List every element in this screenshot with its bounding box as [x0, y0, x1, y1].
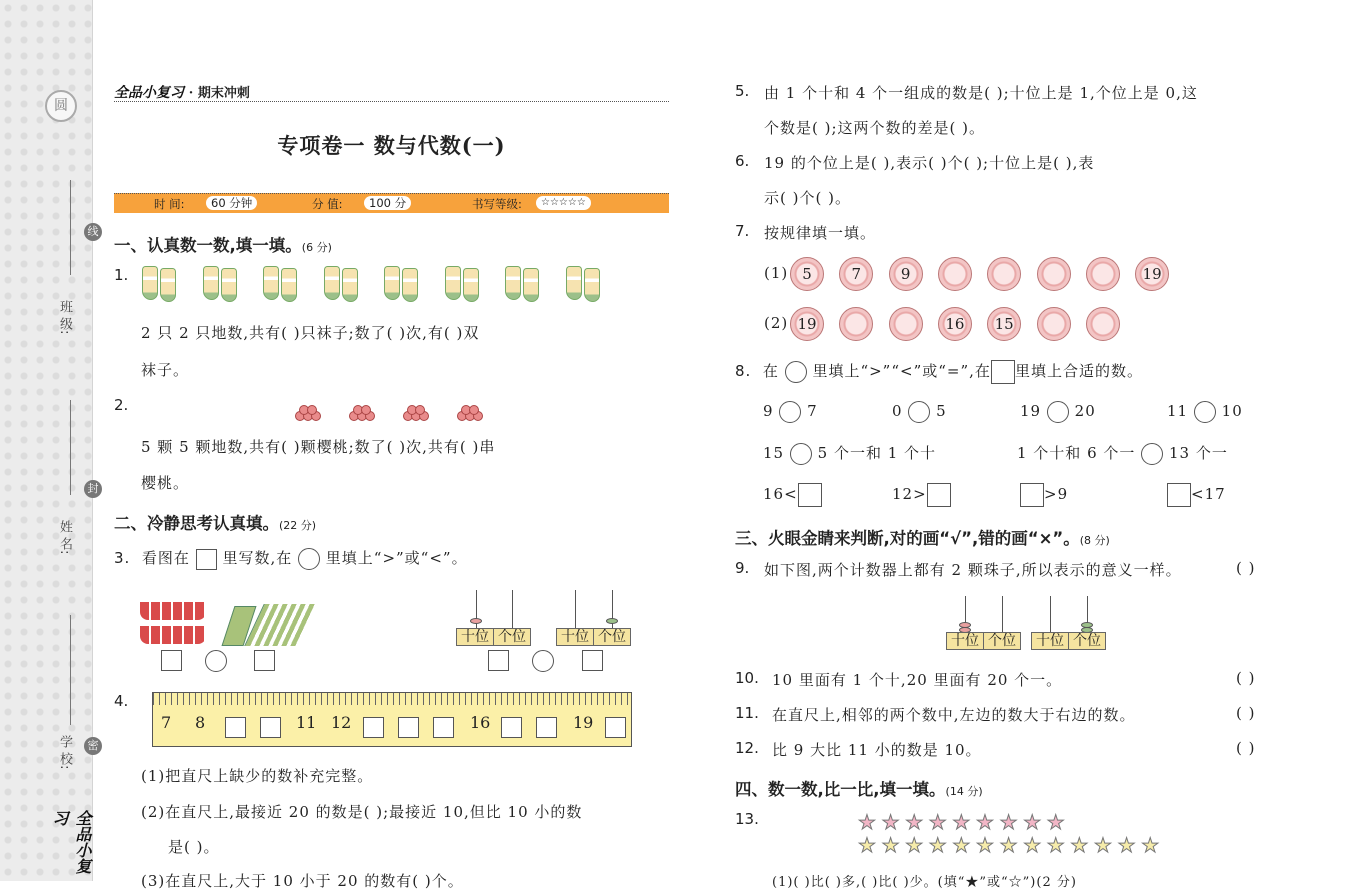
- flower-number: 19: [1135, 257, 1169, 291]
- flower-number[interactable]: [1037, 307, 1071, 341]
- fill-item: 12>: [892, 483, 951, 507]
- peppers-illustration: [140, 600, 210, 650]
- answer-box[interactable]: [582, 650, 603, 671]
- sticks-illustration: [222, 602, 312, 648]
- star-icon: ★: [1023, 810, 1042, 834]
- flower-number[interactable]: [1086, 307, 1120, 341]
- flower-number: 16: [938, 307, 972, 341]
- sock-icon: [221, 268, 237, 302]
- ruler-blank[interactable]: [225, 717, 246, 738]
- star-icon: ★: [1117, 833, 1136, 857]
- q4-part3: (3)在直尺上,大于 10 小于 20 的数有( )个。: [141, 872, 464, 890]
- q11-paren[interactable]: ( ): [1236, 704, 1256, 722]
- dot-line: 线: [84, 223, 102, 241]
- star-icon: ★: [976, 833, 994, 857]
- ruler-blank[interactable]: [398, 717, 419, 738]
- dot-seal: 封: [84, 480, 102, 498]
- flower-number: 9: [889, 257, 923, 291]
- star-icon: ★: [858, 810, 876, 834]
- sock-icon: [160, 268, 176, 302]
- ruler: [152, 692, 632, 747]
- sock-icon: [142, 266, 158, 300]
- ruler-label: 7: [161, 713, 172, 732]
- answer-circle[interactable]: [790, 443, 812, 465]
- writing-label: 书写等级:: [472, 197, 522, 211]
- sock-icon: [445, 266, 461, 300]
- time-value: 60 分钟: [206, 196, 257, 210]
- answer-circle[interactable]: [205, 650, 227, 672]
- answer-circle[interactable]: [532, 650, 554, 672]
- pink-stars-row: [858, 812, 1098, 834]
- sock-icon: [463, 268, 479, 302]
- q3-text: 3. 看图在 里写数,在 里填上“>”或“<”。: [114, 547, 468, 570]
- q9-number: 9.: [735, 559, 750, 577]
- header-subtitle: · 期末冲刺: [188, 86, 250, 101]
- abacus-rod: [1002, 596, 1003, 632]
- compare-item: 15 5 个一和 1 个十: [763, 442, 936, 465]
- abacus-bead: [606, 618, 618, 624]
- q5-text-2: 个数是( );这两个数的差是( )。: [764, 119, 985, 137]
- star-icon: ★: [952, 833, 971, 857]
- q7-row1-label: (1): [764, 264, 789, 282]
- answer-circle[interactable]: [298, 548, 320, 570]
- cherry-icon: [415, 405, 425, 415]
- ruler-blank[interactable]: [536, 717, 557, 738]
- star-icon: ★: [1046, 810, 1065, 834]
- q5-text: 由 1 个十和 4 个一组成的数是( );十位上是 1,个位上是 0,这: [764, 84, 1198, 102]
- q4-part2: (2)在直尺上,最接近 20 的数是( );最接近 10,但比 10 小的数: [141, 803, 583, 821]
- abacus-tens: 十位: [946, 632, 984, 650]
- brand-logo-vertical: 全品小复习: [50, 810, 92, 874]
- q6-number: 6.: [735, 152, 750, 170]
- q11-number: 11.: [735, 704, 759, 722]
- flower-number[interactable]: [839, 307, 873, 341]
- abacus-rod: [512, 590, 513, 628]
- star-icon: ★: [1094, 833, 1112, 857]
- q12-text: 比 9 大比 11 小的数是 10。: [772, 741, 982, 759]
- ruler-blank[interactable]: [260, 717, 281, 738]
- star-icon: ★: [881, 833, 900, 857]
- star-icon: ★: [1023, 833, 1042, 857]
- q1-text-2: 袜子。: [141, 361, 190, 379]
- star-icon: ★: [999, 810, 1018, 834]
- q6-text: 19 的个位上是( ),表示( )个( );十位上是( ),表: [764, 154, 1095, 172]
- q10-number: 10.: [735, 669, 759, 687]
- compare-item: 1 个十和 6 个一 13 个一: [1017, 442, 1228, 465]
- flower-number[interactable]: [889, 307, 923, 341]
- q2-text: 5 颗 5 颗地数,共有( )颗樱桃;数了( )次,共有( )串: [141, 438, 496, 456]
- answer-circle[interactable]: [1141, 443, 1163, 465]
- answer-box[interactable]: [798, 483, 822, 507]
- page-title: 专项卷一 数与代数(一): [277, 133, 506, 158]
- sock-icon: [566, 266, 582, 300]
- q2-number: 2.: [114, 396, 129, 414]
- ruler-label: 16: [470, 713, 491, 732]
- abacus-tens: 十位: [456, 628, 494, 646]
- flower-number[interactable]: [1086, 257, 1120, 291]
- fill-item: >9: [1020, 483, 1068, 507]
- cherries-illustration: [295, 395, 495, 419]
- compare-item: 19 20: [1020, 401, 1096, 423]
- badge-icon: 圆: [45, 90, 77, 122]
- cherry-icon: [361, 405, 371, 415]
- answer-box[interactable]: [1167, 483, 1191, 507]
- flower-number: 15: [987, 307, 1021, 341]
- q7-number: 7.: [735, 222, 750, 240]
- sock-icon: [584, 268, 600, 302]
- q9-text: 如下图,两个计数器上都有 2 颗珠子,所以表示的意义一样。: [764, 561, 1182, 579]
- q10-text: 10 里面有 1 个十,20 里面有 20 个一。: [772, 671, 1063, 689]
- flower-number: 19: [790, 307, 824, 341]
- binding-line: [70, 400, 71, 495]
- flower-number[interactable]: [987, 257, 1021, 291]
- q12-number: 12.: [735, 739, 759, 757]
- dot-secret: 密: [84, 737, 102, 755]
- star-icon: ★: [1141, 833, 1160, 857]
- ruler-label: 8: [195, 713, 206, 732]
- compare-item: 0 5: [892, 401, 947, 423]
- section-1-title: 一、认真数一数,填一填。(6 分): [114, 236, 332, 255]
- answer-circle[interactable]: [785, 361, 807, 383]
- sock-icon: [523, 268, 539, 302]
- answer-circle[interactable]: [1047, 401, 1069, 423]
- section-2-title: 二、冷静思考认真填。(22 分): [114, 514, 317, 533]
- answer-circle[interactable]: [908, 401, 930, 423]
- ruler-label: 19: [573, 713, 594, 732]
- header: [114, 82, 669, 102]
- section-3-title: 三、火眼金睛来判断,对的画“√”,错的画“×”。(8 分): [735, 529, 1110, 548]
- abacus-rod: [575, 590, 576, 628]
- flower-number[interactable]: [1037, 257, 1071, 291]
- abacus-bead: [470, 618, 482, 624]
- compare-item: 11 10: [1167, 401, 1243, 423]
- abacus-ones: 个位: [493, 628, 531, 646]
- score-label: 分 值:: [312, 197, 343, 211]
- sock-icon: [384, 266, 400, 300]
- class-label: 班 级:: [57, 300, 72, 335]
- yellow-stars-row: [858, 835, 1178, 857]
- answer-box[interactable]: [196, 549, 217, 570]
- star-icon: ★: [999, 833, 1018, 857]
- q1-text: 2 只 2 只地数,共有( )只袜子;数了( )次,有( )双: [141, 324, 480, 342]
- ruler-blank[interactable]: [501, 717, 522, 738]
- sock-icon: [342, 268, 358, 302]
- sock-icon: [402, 268, 418, 302]
- q7-row2-label: (2): [764, 314, 789, 332]
- q10-paren[interactable]: ( ): [1236, 669, 1256, 687]
- answer-box[interactable]: [161, 650, 182, 671]
- star-icon: ★: [1070, 833, 1089, 857]
- q7-text: 按规律填一填。: [764, 224, 877, 242]
- score-value: 100 分: [364, 196, 411, 210]
- binding-line: [70, 615, 71, 725]
- q12-paren[interactable]: ( ): [1236, 739, 1256, 757]
- answer-box[interactable]: [1020, 483, 1044, 507]
- info-bar: [114, 193, 669, 213]
- abacus-tens: 十位: [1031, 632, 1069, 650]
- q4-number: 4.: [114, 692, 129, 710]
- q2-text-2: 樱桃。: [141, 474, 190, 492]
- ruler-blank[interactable]: [433, 717, 454, 738]
- sock-icon: [263, 266, 279, 300]
- answer-box[interactable]: [488, 650, 509, 671]
- answer-box[interactable]: [254, 650, 275, 671]
- abacus-rod: [1050, 596, 1051, 632]
- star-icon: ★: [905, 810, 924, 834]
- abacus-ones: 个位: [1068, 632, 1106, 650]
- q13-line: (1)( )比( )多,( )比( )少。(填“★”或“☆”)(2 分): [772, 875, 1077, 890]
- flower-row-2: [790, 307, 1190, 343]
- q4-part1: (1)把直尺上缺少的数补充完整。: [141, 767, 374, 785]
- q5-number: 5.: [735, 82, 750, 100]
- q8-text: 8. 在 里填上“>”“<”或“=”,在 里填上合适的数。: [735, 360, 1143, 384]
- cherry-icon: [307, 405, 317, 415]
- star-icon: ★: [881, 810, 900, 834]
- cherry-icon: [469, 405, 479, 415]
- answer-circle[interactable]: [779, 401, 801, 423]
- star-icon: ★: [905, 833, 924, 857]
- name-label: 姓 名:: [57, 520, 72, 555]
- flower-number: 7: [839, 257, 873, 291]
- star-icon: ★: [952, 810, 971, 834]
- sock-icon: [505, 266, 521, 300]
- q4-part2b: 是( )。: [168, 838, 220, 856]
- star-icon: ★: [1046, 833, 1065, 857]
- sock-icon: [281, 268, 297, 302]
- fill-item: 16<: [763, 483, 822, 507]
- q1-number: 1.: [114, 266, 129, 284]
- compare-item: 9 7: [763, 401, 818, 423]
- sock-icon: [324, 266, 340, 300]
- writing-stars: ☆☆☆☆☆: [536, 196, 591, 210]
- ruler-blank[interactable]: [605, 717, 626, 738]
- time-label: 时 间:: [154, 197, 185, 211]
- flower-row-1: [790, 257, 1190, 293]
- q13-number: 13.: [735, 810, 759, 828]
- star-icon: ★: [928, 833, 947, 857]
- binding-line: [70, 180, 71, 275]
- fill-item: <17: [1167, 483, 1226, 507]
- flower-number: 5: [790, 257, 824, 291]
- section-4-title: 四、数一数,比一比,填一填。(14 分): [735, 780, 983, 799]
- star-icon: ★: [858, 833, 876, 857]
- socks-illustration: [140, 266, 670, 306]
- abacus-ones: 个位: [983, 632, 1021, 650]
- star-icon: ★: [976, 810, 994, 834]
- answer-box[interactable]: [991, 360, 1015, 384]
- brand-logo: 全品小复习: [114, 85, 184, 101]
- star-icon: ★: [928, 810, 947, 834]
- ruler-label: 11: [296, 713, 317, 732]
- sock-icon: [203, 266, 219, 300]
- flower-number[interactable]: [938, 257, 972, 291]
- q11-text: 在直尺上,相邻的两个数中,左边的数大于右边的数。: [772, 706, 1136, 724]
- q9-paren[interactable]: ( ): [1236, 559, 1256, 577]
- abacus-tens: 十位: [556, 628, 594, 646]
- margin-strip: [0, 0, 93, 881]
- answer-circle[interactable]: [1194, 401, 1216, 423]
- ruler-label: 12: [331, 713, 352, 732]
- school-label: 学 校:: [57, 735, 72, 770]
- ruler-blank[interactable]: [363, 717, 384, 738]
- answer-box[interactable]: [927, 483, 951, 507]
- abacus-ones: 个位: [593, 628, 631, 646]
- q6-text-2: 示( )个( )。: [764, 189, 851, 207]
